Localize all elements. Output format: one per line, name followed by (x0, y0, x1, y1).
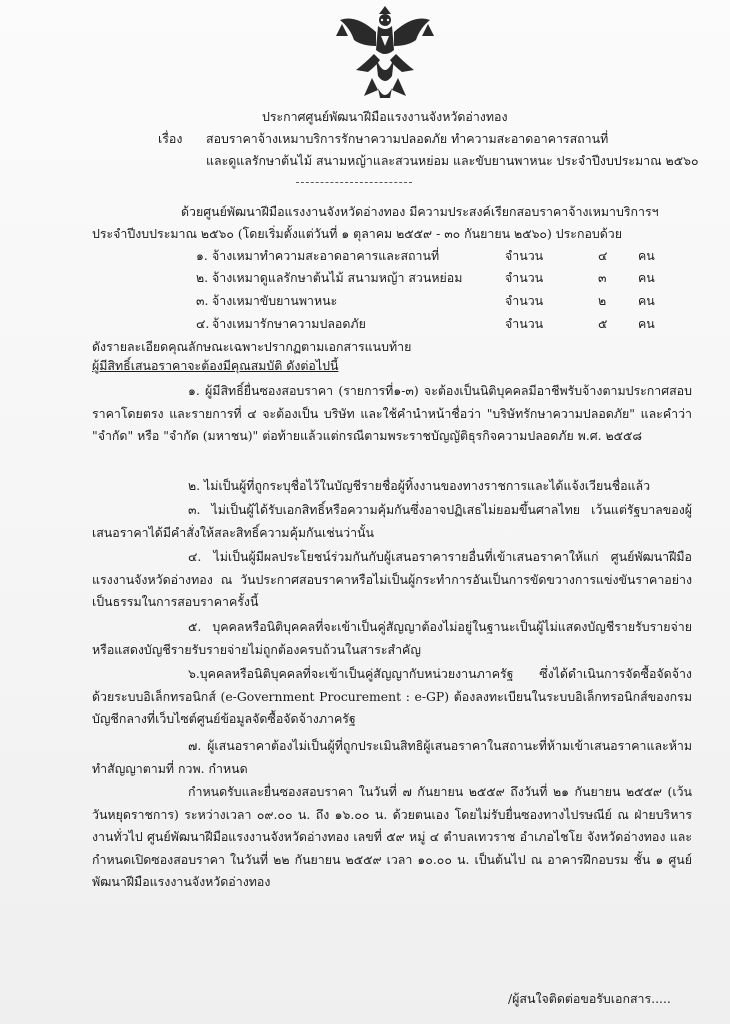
job-unit: คน (638, 270, 655, 285)
header-divider (296, 182, 412, 183)
paragraph-text: ๖.บุคคลหรือนิติบุคคลที่จะเข้าเป็นคู่สัญญากับหน่วยงานภาครัฐ ซึ่งได้ดำเนินการจัดซื้อจัดจ้างด้วยระบบอิเล็กทรอนิกส์ (e-Government Procurement : e-GP) ต้องลงทะเบียนในระบบอิเล็กทรอนิกส์ของกรมบัญชีกลางที่เว็บไซต์ศูนย์ข้อมูลจัดซื้อจัดจ้างภาครัฐ (92, 666, 692, 726)
qualification-paragraph-1 (92, 380, 692, 448)
job-quantity-label: จำนวน (505, 316, 544, 331)
intro-line-1: ด้วยศูนย์พัฒนาฝีมือแรงงานจังหวัดอ่างทอง มีความประสงค์เรียกสอบราคาจ้างเหมาบริการฯ (181, 204, 659, 219)
paragraph-text: ๑. ผู้มีสิทธิ์ยื่นซองสอบราคา (รายการที่๑-๓) จะต้องเป็นนิติบุคคลมีอาชีพรับจ้างตามประกาศสอบราคาโดยตรง และรายการที่ ๔ จะต้องเป็น บริษัท และใช้คำนำหน้าชื่อว่า "บริษัทรักษาความปลอดภัย" และคำว่า "จำกัด" หรือ "จำกัด (มหาชน)" ต่อท้ายแล้วแต่กรณีตามพระราชบัญญัติธุรกิจความปลอดภัย พ.ศ. ๒๕๕๘ (92, 383, 692, 443)
job-quantity: ๕ (598, 316, 608, 331)
job-name: จ้างเหมารักษาความปลอดภัย (212, 316, 366, 331)
job-unit: คน (638, 316, 655, 331)
job-item (0, 292, 730, 312)
paragraph-text: ๕. บุคคลหรือนิติบุคคลที่จะเข้าเป็นคู่สัญญาต้องไม่อยู่ในฐานะเป็นผู้ไม่แสดงบัญชีรายรับรายจ่าย หรือแสดงบัญชีรายรับรายจ่ายไม่ถูกต้องครบถ้วนในสาระสำคัญ (92, 619, 692, 657)
job-item (0, 315, 730, 335)
job-quantity: ๒ (598, 293, 607, 308)
job-name: จ้างเหมาทำความสะอาดอาคารและสถานที่ (212, 248, 440, 263)
subject-label: เรื่อง (158, 131, 183, 146)
job-name: จ้างเหมาขับยานพาหนะ (212, 293, 338, 308)
signoff-note: /ผู้สนใจติดต่อขอรับเอกสาร..... (508, 991, 671, 1006)
job-quantity: ๔ (598, 248, 608, 263)
job-name: จ้างเหมาดูแลรักษาต้นไม้ สนามหญ้า สวนหย่อม (212, 270, 463, 285)
job-quantity-label: จำนวน (505, 293, 544, 308)
paragraph-text: ๔. ไม่เป็นผู้มีผลประโยชน์ร่วมกันกับผู้เสนอราคารายอื่นที่เข้าเสนอราคาให้แก่ ศูนย์พัฒนาฝีมือแรงงานจังหวัดอ่างทอง ณ วันประกาศสอบราคาหรือไม่เป็นผู้กระทำการอันเป็นการขัดขวางการแข่งขันราคาอย่างเป็นธรรมในการสอบราคาครั้งนี้ (92, 549, 692, 609)
paragraph-text: ๗. ผู้เสนอราคาต้องไม่เป็นผู้ที่ถูกประเมินสิทธิผู้เสนอราคาในสถานะที่ห้ามเข้าเสนอราคาและห้ามทำสัญญาตามที่ กวพ. กำหนด (92, 738, 692, 776)
job-item (0, 269, 730, 289)
announcement-title: ประกาศศูนย์พัฒนาฝีมือแรงงานจังหวัดอ่างทอง (262, 109, 508, 124)
job-number: ๑. (196, 248, 208, 263)
qualifications-heading: ผู้มีสิทธิ์เสนอราคาจะต้องมีคุณสมบัติ ดังต่อไปนี้ (92, 358, 339, 373)
job-quantity-label: จำนวน (505, 270, 544, 285)
job-unit: คน (638, 293, 655, 308)
job-quantity-label: จำนวน (505, 248, 544, 263)
qualification-paragraph-3 (92, 499, 692, 544)
subject-line-2: และดูแลรักษาต้นไม้ สนามหญ้าและสวนหย่อม และขับยานพาหนะ ประจำปีงบประมาณ ๒๕๖๐ (206, 153, 699, 168)
job-quantity: ๓ (598, 270, 607, 285)
job-number: ๔. (196, 316, 210, 331)
qualification-paragraph-6 (92, 663, 692, 731)
submission-schedule-paragraph (92, 781, 692, 894)
qualification-paragraph-5 (92, 616, 692, 661)
paragraph-text: กำหนดรับและยื่นซองสอบราคา ในวันที่ ๗ กันยายน ๒๕๕๙ ถึงวันที่ ๒๑ กันยายน ๒๕๕๙ (เว้นวันหยุดราชการ) ระหว่างเวลา ๐๙.๐๐ น. ถึง ๑๖.๐๐ น. ด้วยตนเอง โดยไม่รับยื่นซองทางไปรษณีย์ ณ ฝ่ายบริหารงานทั่วไป ศูนย์พัฒนาฝีมือแรงงานจังหวัดอ่างทอง เลขที่ ๕๙ หมู่ ๔ ตำบลเทวราช อำเภอไชโย จังหวัดอ่างทอง และ กำหนดเปิดซองสอบราคา ในวันที่ ๒๒ กันยายน ๒๕๕๙ เวลา ๑๐.๐๐ น. เป็นต้นไป ณ อาคารฝึกอบรม ชั้น ๑ ศูนย์พัฒนาฝีมือแรงงานจังหวัดอ่างทอง (92, 784, 692, 889)
qualification-paragraph-2 (92, 475, 692, 498)
garuda-emblem-icon (334, 6, 436, 102)
paragraph-text: ๓. ไม่เป็นผู้ได้รับเอกสิทธิ์หรือความคุ้มกันซึ่งอาจปฏิเสธไม่ยอมขึ้นศาลไทย เว้นแต่รัฐบาลของผู้เสนอราคาได้มีคำสั่งให้สละสิทธิ์ความคุ้มกันเช่นว่านั้น (92, 502, 692, 540)
intro-line-2: ประจำปีงบประมาณ ๒๕๖๐ (โดยเริ่มตั้งแต่วันที่ ๑ ตุลาคม ๒๕๕๙ - ๓๐ กันยายน ๒๕๖๐) ประกอบด้วย (92, 226, 623, 241)
job-number: ๒. (196, 270, 209, 285)
qualification-paragraph-7 (92, 735, 692, 780)
details-line: ดังรายละเอียดคุณลักษณะเฉพาะปรากฏตามเอกสารแนบท้าย (92, 339, 412, 354)
job-item (0, 247, 730, 267)
paragraph-text: ๒. ไม่เป็นผู้ที่ถูกระบุชื่อไว้ในบัญชีรายชื่อผู้ทิ้งงานของทางราชการและได้แจ้งเวียนชื่อแล้ว (188, 478, 651, 493)
job-unit: คน (638, 248, 655, 263)
job-number: ๓. (196, 293, 209, 308)
subject-line-1: สอบราคาจ้างเหมาบริการรักษาความปลอดภัย ทำความสะอาดอาคารสถานที่ (206, 131, 609, 146)
qualification-paragraph-4 (92, 546, 692, 614)
